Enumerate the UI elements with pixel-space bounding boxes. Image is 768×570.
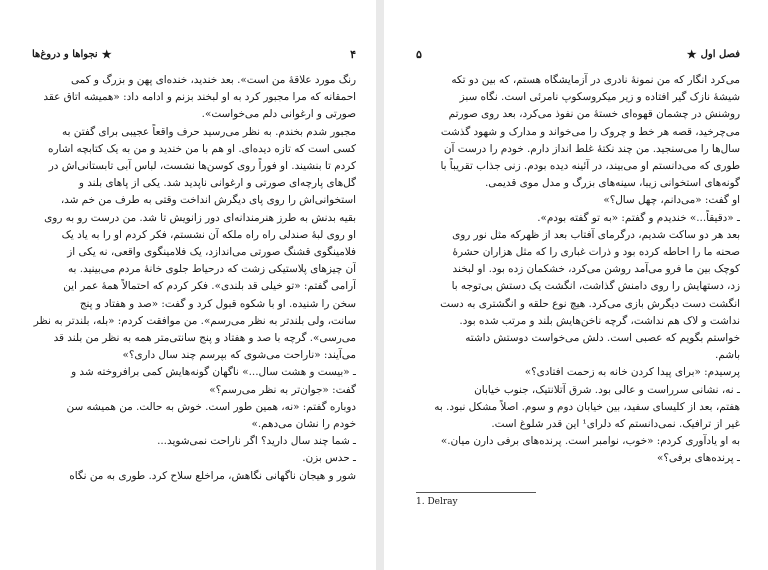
text-line: آرامی گفتم: «تو خیلی قد بلندی». فکر کردم که احتمالاً همهٔ عمر این xyxy=(63,280,356,293)
text-line: او روی لبهٔ صندلی راه راه ملکه آن نشستم، فکر کردم او را به یاد یک xyxy=(61,228,356,241)
page-body xyxy=(32,72,356,485)
text-line: به او یادآوری کردم: «خوب، نوامبر است. پرنده‌های برفی دارن میان.» xyxy=(440,435,740,448)
text-line: ـ «بیست و هشت سال...» ناگهان گونه‌هایش کمی برافروخته شد و xyxy=(71,366,356,379)
text-line: هفتم، بعد از کلیسای سفید، بین خیابان دوم و سوم. اصلاً مشکل نبود. به xyxy=(434,400,740,413)
text-line: خودم را نشان می‌دهم.» xyxy=(251,418,356,431)
text-line: گفت: «جوان‌تر به نظر می‌رسم؟» xyxy=(209,383,356,396)
left-page xyxy=(0,0,376,570)
text-line: دوباره گفتم: «نه، همین طور است. خوش به حالت. من همیشه سن xyxy=(66,400,356,413)
right-page xyxy=(384,0,768,570)
text-line: شور و هیجان ناگهانی نگاهش، مراخلع سلاح کرد. طوری به من نگاه xyxy=(69,469,356,482)
text-line: بقیه بدنش به طرز هنرمندانه‌ای دور زانویش تا شد. من درست رو به روی xyxy=(44,211,356,224)
text-line: رنگ مورد علاقهٔ من است». بعد خندید، خنده‌ای پهن و بزرگ و کمی xyxy=(70,74,356,86)
page-body xyxy=(416,72,740,468)
text-line: او گفت: «می‌دانم، چهل سال؟» xyxy=(603,194,740,207)
text-line: ـ حدس بزن. xyxy=(302,452,356,465)
text-line: استخوانی‌اش را روی پای دیگرش انداخت وقتی به طرف من خم شد، xyxy=(60,194,356,207)
text-line: ـ شما چند سال دارید؟ اگر ناراحت نمی‌شوید... xyxy=(157,435,356,448)
text-line: می‌آیند: «ناراحت می‌شوی که بپرسم چند سال داری؟» xyxy=(122,349,356,362)
text-line: ـ «دقیقاً...» خندیدم و گفتم: «به تو گفته بودم». xyxy=(537,211,740,224)
text-line: مجبور شدم بخندم. به نظر می‌رسید حرف واقعاً عجیبی برای گفتن به xyxy=(62,125,356,138)
page-header xyxy=(32,46,356,62)
text-line: گونه‌های استخوانی زیبا، سینه‌های بزرگ و مدل موی قدیمی. xyxy=(485,177,740,190)
text-line: صورتی و ارغوانی دلم می‌خواست». xyxy=(201,108,356,121)
text-line: صحنه ما را احاطه کرده بود و ذرات غباری را که مثل هزاران حشرهٔ xyxy=(452,246,740,259)
text-line: می‌رسی». گرچه با صد و هفتاد و پنج سانتی‌متر همه به نظر من بلند قد xyxy=(53,332,356,345)
text-line: آن چیزهای پلاستیکی زشت که درحیاط جلوی خانهٔ مردم می‌بینید. به xyxy=(67,263,356,276)
text-line: خواستم بگویم که عصبی است. دلش می‌خواست دوستش داشته xyxy=(465,332,740,345)
page-number: ۴ xyxy=(350,47,356,61)
text-line: می‌کرد انگار که من نمونهٔ نادری در آزمایشگاه هستم، که بین دو تکه xyxy=(451,74,740,86)
text-line: غیر از ترافیک. نمی‌دانستم که دلرای¹ این قدر شلوغ است. xyxy=(491,418,740,431)
text-line: پرسیدم: «برای پیدا کردن خانه به زحمت افتادی؟» xyxy=(524,366,740,379)
text-line: روشنش در چشمان قهوه‌ای خستهٔ من نفوذ می‌کرد، بعد روی صورتم xyxy=(448,108,740,121)
text-line: کوچک بین ما فرو می‌آمد روشن می‌کرد، خشکمان زده بود. او لبخند xyxy=(452,263,740,276)
text-line: احمقانه که مرا مجبور کرد به او لبخند بزنم و ادامه داد: «همیشه اتاق عقد xyxy=(43,91,356,104)
footnote-rule xyxy=(416,492,536,493)
star-icon: ★ xyxy=(686,47,697,61)
text-line: طوری که می‌دانستم او می‌بیند، در آئینه دیده بودم. زنی جذاب تقریباً با xyxy=(440,160,740,173)
running-head: فصل اول xyxy=(700,48,740,60)
text-line: کردم تا بنشیند. او فوراً روی کوسن‌ها نشست، لباس آبی تابستانی‌اش در xyxy=(48,160,356,173)
text-line: انگشت دست دیگرش بازی می‌کرد. هیچ نوع حلقه و انگشتری به دست xyxy=(440,297,740,310)
text-line: نداشت و لاک هم نداشت، گرچه ناخن‌هایش بلند و مرتب شده بود. xyxy=(459,314,740,327)
footnote: 1. Delray xyxy=(416,496,458,507)
text-line: ـ پرنده‌های برفی؟» xyxy=(657,452,740,465)
text-line: گل‌های پارچه‌ای صورتی و ارغوانی ناپدید شد. یکی از پاهای بلند و xyxy=(78,177,356,190)
page-divider xyxy=(376,0,384,570)
running-head: نجواها و دروغ‌ها xyxy=(32,48,98,60)
text-line: شیشهٔ نازک گیر افتاده و زیر میکروسکوپ نامرئی است. نگاه سبز xyxy=(459,91,740,104)
star-icon: ★ xyxy=(101,47,112,61)
text-line: سخن را شنیده. او با شکوه قبول کرد و گفت: «صد و هفتاد و پنج xyxy=(79,297,356,310)
text-line: ـ نه، نشانی سرراست و عالی بود. شرق آتلانتیک، جنوب خیابان xyxy=(474,383,740,396)
text-line: باشم. xyxy=(715,349,740,362)
page-header xyxy=(416,46,740,62)
text-line: سال‌ها را می‌سنجید. من چند نکتهٔ غلط انداز دارم. خودم را درست آن xyxy=(443,142,740,155)
text-line: سانت، ولی بلندتر به نظر می‌رسم». من موافقت کردم: «بله، بلندتر به نظر xyxy=(33,314,356,327)
page-number: ۵ xyxy=(416,47,422,61)
text-line: زد، دستهایش را روی دامنش گذاشت، انگشت یک دستش بی‌توجه با xyxy=(451,280,740,293)
text-line: فلامینگوی قشنگ صورتی می‌اندازد، یک فلامینگوی واقعی، نه یکی از xyxy=(67,246,356,259)
text-line: بعد هر دو ساکت شدیم، درگرمای آفتاب بعد از ظهرکه مثل نور روی xyxy=(452,228,740,241)
text-line: می‌چرخید، قصه هر خط و چروک را می‌خواند و مدارک و شهود گذشت xyxy=(440,125,740,138)
text-line: کسی است که تازه دیده‌ای. او هم با من خندید و من به یک کتابچه اشاره xyxy=(48,142,356,155)
